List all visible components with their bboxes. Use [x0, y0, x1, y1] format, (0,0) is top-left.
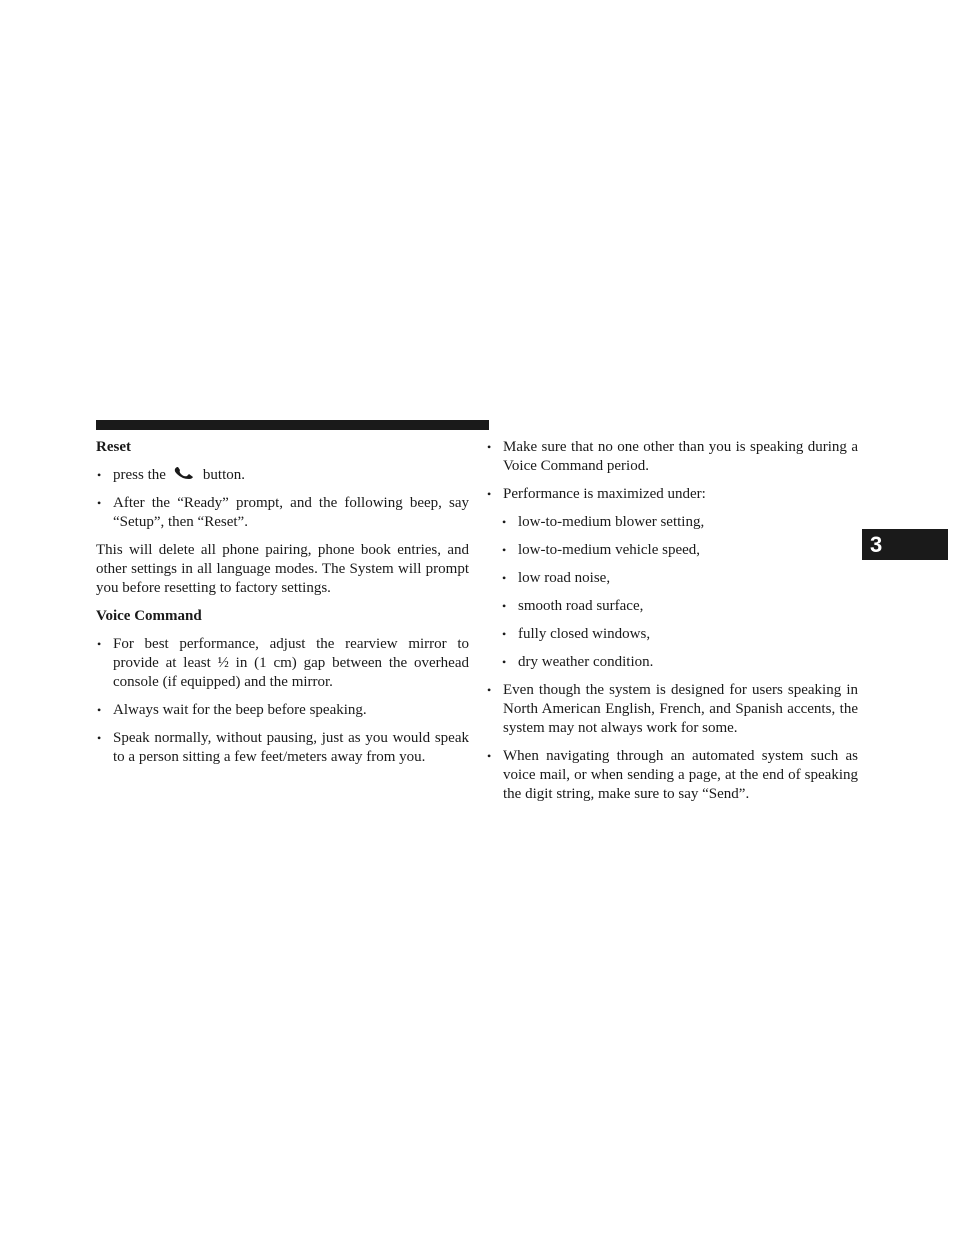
performance-sub-list — [486, 513, 858, 672]
list-item: • Always wait for the beep before speaking. — [96, 701, 469, 720]
chapter-tab — [862, 529, 948, 560]
reset-bullet-press — [96, 466, 469, 485]
sub-list-item: • dry weather condition. — [501, 653, 858, 672]
reset-heading: Reset — [96, 439, 131, 455]
right-list-continued — [486, 681, 858, 804]
right-list — [486, 438, 858, 504]
voice-command-list — [96, 635, 469, 767]
sub-list-item: • smooth road surface, — [501, 597, 858, 616]
list-item: • When navigating through an automated system such as voice mail, or when sending a page, at the end of speaking the digit string, make sure to say “Send”. — [486, 747, 858, 804]
reset-bullet-press-before: press the — [113, 467, 166, 483]
list-item: • For best performance, adjust the rearview mirror to provide at least ½ in (1 cm) gap between the overhead console (if equipped) and the mirror. — [96, 635, 469, 692]
reset-paragraph: This will delete all phone pairing, phone book entries, and other settings in all language modes. The System will prompt you before resetting to factory settings. — [96, 542, 469, 596]
sub-list-item: • low road noise, — [501, 569, 858, 588]
sub-list-item: • low-to-medium blower setting, — [501, 513, 858, 532]
sub-list-item: • fully closed windows, — [501, 625, 858, 644]
chapter-number: 3 — [870, 532, 883, 557]
section-top-rule — [96, 420, 489, 430]
voice-command-heading: Voice Command — [96, 608, 202, 624]
list-item: • Even though the system is designed for users speaking in North American English, French, and Spanish accents, the system may not always work for some. — [486, 681, 858, 738]
list-item: • Performance is maximized under: — [486, 485, 858, 504]
reset-list — [96, 466, 469, 532]
list-item: • Make sure that no one other than you is speaking during a Voice Command period. — [486, 438, 858, 476]
reset-bullet-press-after: button. — [202, 467, 245, 483]
sub-list-item: • low-to-medium vehicle speed, — [501, 541, 858, 560]
list-item: • Speak normally, without pausing, just as you would speak to a person sitting a few feet/meters away from you. — [96, 729, 469, 767]
right-column — [486, 438, 858, 813]
phone-icon — [173, 466, 195, 480]
left-column — [96, 438, 469, 776]
reset-bullet-setup: • After the “Ready” prompt, and the following beep, say “Setup”, then “Reset”. — [96, 494, 469, 532]
